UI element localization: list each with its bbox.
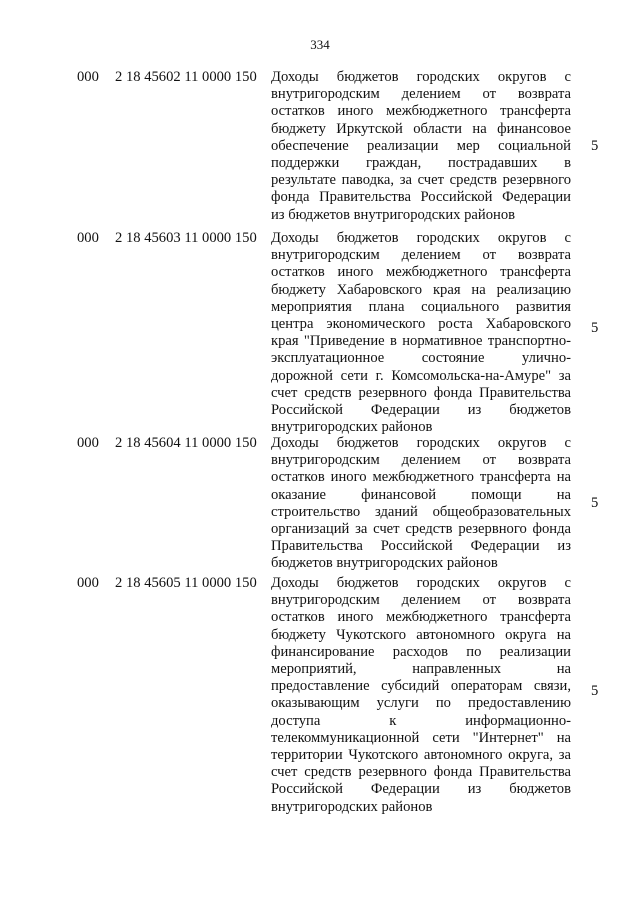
description-line: Доходы бюджетов городских округов с — [271, 69, 571, 85]
description-line: внутригородским делением от возврата — [271, 247, 571, 264]
description-line: результате паводка, за счет средств резервного — [271, 172, 571, 189]
description-line: бюджету Чукотского автономного округа на — [271, 626, 571, 643]
description-line: внутригородских районов — [271, 798, 433, 815]
description-line: внутригородским делением от возврата — [271, 592, 571, 609]
description-line: Российской Федерации из бюджетов — [271, 402, 571, 419]
description-line: края "Приведение в нормативное транспортно- — [271, 333, 571, 350]
description-line: строительство зданий общеобразовательных — [271, 503, 571, 520]
description-line: остатков иного межбюджетного трансферта — [271, 264, 571, 281]
description-line: дорожной сети г. Комсомольска-на-Амуре" за — [271, 367, 571, 384]
budget-classification-code: 2 18 45604 11 0000 150 — [115, 435, 257, 451]
description-line: территории Чукотского автономного округа, за — [271, 747, 571, 764]
page-number: 334 — [310, 37, 330, 52]
description-line: поддержки граждан, пострадавших в — [271, 155, 571, 172]
description-line: Доходы бюджетов городских округов с — [271, 435, 571, 451]
description-line: Российской Федерации из бюджетов — [271, 781, 571, 798]
description-line: внутригородских районов — [271, 419, 433, 436]
description-line: бюджету Иркутской области на финансовое — [271, 120, 571, 137]
description-line: из бюджетов внутригородских районов — [271, 206, 516, 223]
admin-code: 000 — [77, 69, 99, 85]
description-line: организаций за счет средств резервного фонда — [271, 521, 571, 538]
description-line: Правительства Российской Федерации из — [271, 538, 571, 555]
description-line: эксплуатационное состояние улично- — [271, 350, 571, 367]
description-line: финансирование расходов по реализации — [271, 643, 571, 660]
income-description — [271, 435, 571, 573]
level-code: 5 — [591, 320, 599, 336]
budget-classification-code: 2 18 45605 11 0000 150 — [115, 575, 257, 591]
description-line: Доходы бюджетов городских округов с — [271, 230, 571, 246]
description-line: счет средств резервного фонда Правительства — [271, 384, 571, 401]
description-line: бюджетов внутригородских районов — [271, 555, 498, 572]
description-line: мероприятий, направленных на — [271, 661, 571, 678]
description-line: внутригородским делением от возврата — [271, 452, 571, 469]
description-line: оказывающим услуги по предоставлению — [271, 695, 571, 712]
admin-code: 000 — [77, 230, 99, 246]
description-line: доступа к информационно- — [271, 712, 571, 729]
level-code: 5 — [591, 495, 599, 511]
admin-code: 000 — [77, 575, 99, 591]
description-line: оказание финансовой помощи на — [271, 486, 571, 503]
description-line: остатков иного межбюджетного трансферта — [271, 609, 571, 626]
description-line: фонда Правительства Российской Федерации — [271, 189, 571, 206]
budget-classification-code: 2 18 45603 11 0000 150 — [115, 230, 257, 246]
description-line: Доходы бюджетов городских округов с — [271, 575, 571, 591]
budget-classification-code: 2 18 45602 11 0000 150 — [115, 69, 257, 85]
description-line: остатков иного межбюджетного трансферта на — [271, 469, 571, 486]
description-line: мероприятия плана социального развития — [271, 298, 571, 315]
income-description — [271, 575, 571, 816]
description-line: телекоммуникационной сети "Интернет" на — [271, 729, 571, 746]
description-line: счет средств резервного фонда Правительства — [271, 764, 571, 781]
level-code: 5 — [591, 683, 599, 699]
income-description — [271, 69, 571, 224]
description-line: бюджету Хабаровского края на реализацию — [271, 281, 571, 298]
income-description — [271, 230, 571, 436]
level-code: 5 — [591, 138, 599, 154]
admin-code: 000 — [77, 435, 99, 451]
description-line: предоставление субсидий операторам связи, — [271, 678, 571, 695]
description-line: обеспечение реализации мер социальной — [271, 137, 571, 154]
description-line: центра экономического роста Хабаровского — [271, 316, 571, 333]
description-line: остатков иного межбюджетного трансферта — [271, 103, 571, 120]
description-line: внутригородским делением от возврата — [271, 86, 571, 103]
